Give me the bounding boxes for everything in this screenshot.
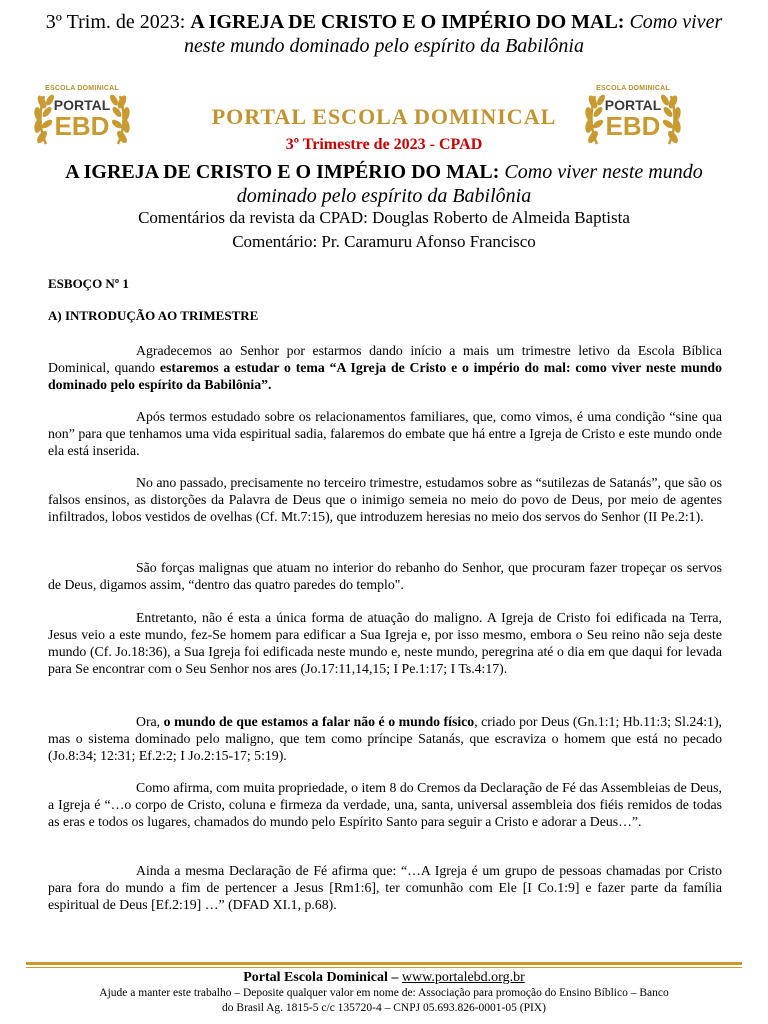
footer-site-name: Portal Escola Dominical – bbox=[243, 970, 402, 985]
running-header bbox=[0, 10, 768, 58]
section-heading-esboco: ESBOÇO Nº 1 bbox=[48, 276, 129, 291]
footer-site-link[interactable]: www.portalebd.org.br bbox=[401, 970, 525, 985]
paragraph-2: Após termos estudado sobre os relacionamentos familiares, que, como vimos, é uma condição “sine qua non” para que tenhamos uma vida espiritual sadia, falaremos do embate que há entre a Igreja de Cristo e este mundo onde ela está inserida. bbox=[48, 409, 722, 458]
logo-small-text: ESCOLA DOMINICAL bbox=[45, 85, 119, 92]
document-title-bold: A IGREJA DE CRISTO E O IMPÉRIO DO MAL: bbox=[65, 161, 500, 183]
paragraph-3: No ano passado, precisamente no terceiro trimestre, estudamos sobre as “sutilezas de Satanás”, que são os falsos ensinos, as distorções da Palavra de Deus que o inimigo semeia no meio do povo de Deus, por meio de agentes infiltrados, lobos vestidos de ovelhas (Cf. Mt.7:15), que introduzem heresias no meio dos servos do Senhor (II Pe.2:1). bbox=[48, 475, 722, 524]
document-title bbox=[60, 160, 708, 208]
footer-donation-line-2: do Brasil Ag. 1815-5 c/c 135720-4 – CNPJ 05.693.826-0001-05 (PIX) bbox=[222, 1002, 546, 1014]
paragraph-6 bbox=[48, 713, 722, 764]
footer-divider-thin bbox=[26, 967, 742, 968]
comment-author-line: Comentário: Pr. Caramuru Afonso Francisco bbox=[232, 232, 536, 251]
footer-donation-line-1: Ajude a manter este trabalho – Deposite qualquer valor em nome de: Associação para promoção do Ensino Bíblico – Banco bbox=[99, 987, 669, 999]
comment-source-line: Comentários da revista da CPAD: Douglas Roberto de Almeida Baptista bbox=[138, 208, 630, 227]
section-heading-introducao: A) INTRODUÇÃO AO TRIMESTRE bbox=[48, 308, 259, 323]
paragraph-7: Como afirma, com muita propriedade, o item 8 do Cremos da Declaração de Fé das Assembleias de Deus, a Igreja é “…o corpo de Cristo, coluna e firmeza da verdade, una, santa, universal assembleia dos fiéis remidos de todas as eras e todos os lugares, chamados do mundo pelo Espírito Santo para seguir a Cristo e adorar a Deus…”. bbox=[48, 780, 722, 829]
portal-ebd-logo-left bbox=[32, 82, 132, 152]
running-header-italic-1: Como viver bbox=[629, 11, 723, 33]
paragraph-6-bold: o mundo de que estamos a falar não é o mundo físico bbox=[163, 714, 475, 729]
running-header-bold: A IGREJA DE CRISTO E O IMPÉRIO DO MAL: bbox=[190, 11, 625, 33]
paragraph-1 bbox=[48, 342, 722, 393]
paragraph-1-text: Agradecemos ao Senhor por estarmos dando início a mais um trimestre letivo da Escola Bíblica Dominical, quando bbox=[48, 343, 722, 375]
logo-portal-text: PORTAL bbox=[53, 97, 111, 113]
logo-ebd-text: EBD bbox=[605, 111, 661, 141]
footer-divider-thick bbox=[26, 962, 742, 965]
logo-ebd-text: EBD bbox=[54, 111, 110, 141]
brand-title: PORTAL ESCOLA DOMINICAL bbox=[211, 104, 557, 129]
paragraph-1-bold: estaremos a estudar o tema “A Igreja de Cristo e o império do mal: como viver neste mundo dominado pelo espírito da Babilônia”. bbox=[48, 360, 723, 392]
logo-portal-text: PORTAL bbox=[604, 97, 662, 113]
paragraph-5: Entretanto, não é esta a única forma de atuação do maligno. A Igreja de Cristo foi edificada na Terra, Jesus veio a este mundo, fez-Se homem para edificar a Sua Igreja e, por isso mesmo, embora o Seu reino não seja deste mundo (Cf. Jo.18:36), a Sua Igreja foi edificada neste mundo e, neste mundo, peregrina até o dia em que daqui for levada para Se encontrar com o Seu Senhor nos ares (Jo.17:11,14,15; I Pe.1:17; I Ts.4:17). bbox=[48, 610, 722, 676]
logo-small-text: ESCOLA DOMINICAL bbox=[596, 85, 670, 92]
footer-site-line bbox=[0, 970, 768, 986]
brand-subtitle: 3º Trimestre de 2023 - CPAD bbox=[285, 136, 483, 153]
paragraph-8: Ainda a mesma Declaração de Fé afirma que: “…A Igreja é um grupo de pessoas chamadas por Cristo para fora do mundo a fim de pertencer a Jesus [Rm1:6], ter comunhão com Ele [I Co.1:9] e fazer parte da família espiritual de Deus [Ef.2:19] …” (DFAD XI.1, p.68). bbox=[48, 863, 722, 912]
document-title-italic: Como viver neste mundo dominado pelo espírito da Babilônia bbox=[236, 161, 703, 207]
paragraph-6-text-c: , criado por Deus (Gn.1:1; Hb.11:3; Sl.24:1), mas o sistema dominado pelo maligno, que tem como príncipe Satanás, que escraviza o homem que está no pecado (Jo.8:34; 12:31; Ef.2:2; I Jo.2:15-17; 5:19). bbox=[48, 714, 722, 763]
running-header-italic-2: neste mundo dominado pelo espírito da Babilônia bbox=[184, 35, 584, 57]
running-header-prefix: 3º Trim. de 2023: bbox=[45, 11, 186, 33]
paragraph-6-text-a: Ora, bbox=[136, 714, 164, 729]
paragraph-4: São forças malignas que atuam no interior do rebanho do Senhor, que procuram fazer tropeçar os servos de Deus, digamos assim, “dentro das quatro paredes do templo". bbox=[48, 560, 722, 592]
